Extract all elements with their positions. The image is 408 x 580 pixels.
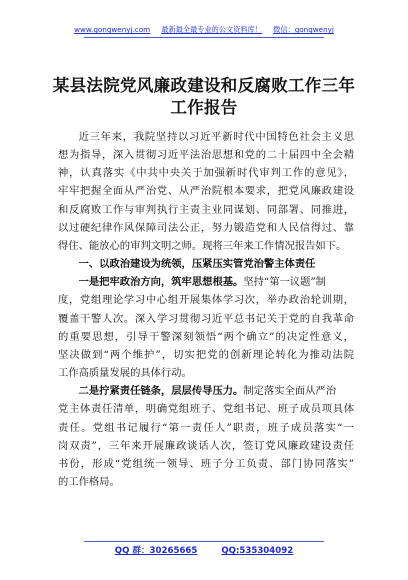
document-title <box>44 75 364 119</box>
header-divider <box>84 37 324 38</box>
body-line: 得住、能放心的审判文明之师。现将三年来工作情况报告如下。 <box>58 239 347 252</box>
body-line: 岗双责”，三年来开展廉政谈话人次，签订党风廉政建设责任 <box>58 439 354 452</box>
wechat-id: 微信：gongwenyj <box>273 25 334 34</box>
body-line: 的工作格局。 <box>58 475 120 488</box>
section-heading: 一、以政治建设为统领，压紧压实管党治警主体责任 <box>78 258 316 271</box>
title-line: 工作报告 <box>170 98 238 117</box>
qq-group: QQ 群：30265665 <box>114 546 198 556</box>
page-header <box>0 24 408 36</box>
body-line: 度，党组理论学习中心组开展集体学习次，举办政治轮训期， <box>58 294 354 307</box>
body-line: 坚决做到“两个维护”，切实把党的创新理论转化为推动法院 <box>58 348 354 361</box>
document-body <box>58 128 354 491</box>
body-line <box>58 382 354 400</box>
body-line: 党主体责任清单，明确党组班子、党组书记、班子成员项具体 <box>58 403 354 416</box>
body-line: 覆盖干警人次。深入学习贯彻习近平总书记关于党的自我革命 <box>58 312 354 325</box>
body-line: 责任。党组书记履行“第一责任人”职责，班子成员落实“一 <box>58 421 354 434</box>
body-line: 书份，形成“党组统一领导、班子分工负责、部门协同落实” <box>58 457 354 470</box>
body-text: 制定落实全面从严治 <box>243 385 337 398</box>
title-line: 某县法院党风廉政建设和反腐败工作三年 <box>52 76 356 95</box>
body-line: 近三年来，我院坚持以习近平新时代中国特色社会主义思 <box>78 131 354 143</box>
subsection-heading: 一是把牢政治方向，筑牢思想根基。 <box>78 276 244 289</box>
qq-number: QQ:535304092 <box>221 546 294 556</box>
body-line: 神，认真落实《中共中央关于加强新时代审判工作的意见》， <box>58 167 354 180</box>
site-tagline: 最新最全最专业的公文资料库！ <box>161 25 262 34</box>
site-url-link[interactable]: www.gongwenyj.com <box>74 25 151 34</box>
body-line: 牢牢把握全面从严治党、从严治院根本要求，把党风廉政建设 <box>58 185 354 198</box>
header-separator <box>152 25 159 34</box>
footer-divider <box>84 541 324 542</box>
body-line <box>58 273 354 291</box>
body-line: 的重要思想，引导干警深刻领悟“两个确立”的决定性意义， <box>58 330 354 343</box>
page-footer <box>0 544 408 556</box>
body-line: 和反腐败工作与审判执行主责主业同谋划、同部署、同推进， <box>58 203 354 216</box>
body-line: 想为指导，深入贯彻习近平法治思想和党的二十届四中全会精 <box>58 149 354 162</box>
header-separator <box>264 25 271 34</box>
body-line: 以过硬纪律作风保障司法公正，努力锻造党和人民信得过、靠 <box>58 221 354 234</box>
body-text: 坚持“第一议题”制 <box>243 276 326 289</box>
body-line: 工作高质量发展的具体行动。 <box>58 367 192 380</box>
subsection-heading: 二是拧紧责任链条，层层传导压力。 <box>78 385 244 398</box>
